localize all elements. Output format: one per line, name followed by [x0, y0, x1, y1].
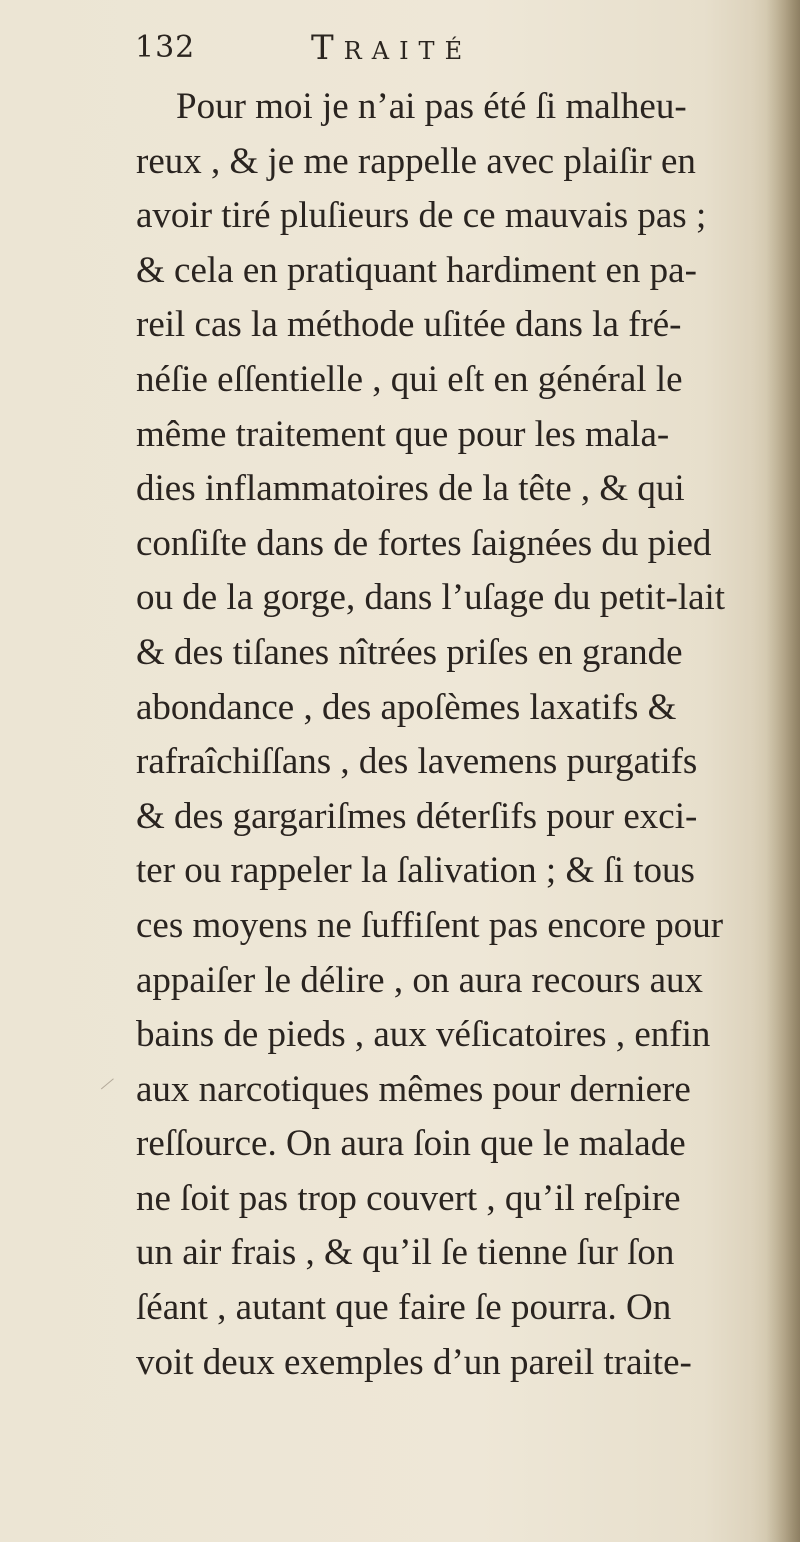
- text-line: ſéant , autant que faire ſe pourra. On: [136, 1287, 672, 1329]
- text-line: & des gargariſmes déterſifs pour exci-: [136, 795, 698, 837]
- text-line: & cela en pratiquant hardiment en pa-: [136, 249, 697, 291]
- text-line: néſie eſſentielle , qui eſt en général le: [136, 358, 683, 400]
- text-line: & des tiſanes nîtrées priſes en grande: [136, 631, 683, 673]
- text-line: ne ſoit pas trop couvert , qu’il reſpire: [136, 1177, 681, 1219]
- text-line: reſſource. On aura ſoin que le malade: [136, 1123, 686, 1165]
- text-line: ter ou rappeler la ſalivation ; & ſi tous: [136, 850, 695, 892]
- page-edge-shadow: [766, 0, 800, 1542]
- text-line: conſiſte dans de fortes ſaignées du pied: [136, 522, 712, 564]
- text-line: Pour moi je n’ai pas été ſi malheu-: [176, 86, 687, 127]
- text-line: abondance , des apoſèmes laxatifs &: [136, 686, 677, 728]
- text-line: rafraîchiſſans , des lavemens purgatifs: [136, 741, 698, 783]
- text-line: bains de pieds , aux véſicatoires , enfin: [136, 1014, 711, 1056]
- text-line: ou de la gorge, dans l’uſage du petit-lait: [136, 577, 726, 619]
- text-line: appaiſer le délire , on aura recours aux: [136, 959, 704, 1001]
- text-line: dies inflammatoires de la tête , & qui: [136, 468, 685, 510]
- text-line: reil cas la méthode uſitée dans la fré-: [136, 304, 682, 346]
- text-line: aux narcotiques mêmes pour derniere: [136, 1068, 691, 1110]
- text-line: voit deux exemples d’un pareil traite-: [136, 1341, 692, 1383]
- text-line: reux , & je me rappelle avec plaiſir en: [136, 140, 696, 182]
- text-line: avoir tiré pluſieurs de ce mauvais pas ;: [136, 195, 707, 237]
- text-line: ces moyens ne ſuffiſent pas encore pour: [136, 904, 724, 946]
- text-line: un air frais , & qu’il ſe tienne ſur ſon: [136, 1232, 675, 1274]
- text-line: même traitement que pour les mala-: [136, 413, 670, 455]
- page-header: [135, 28, 655, 74]
- margin-mark: [101, 1078, 124, 1101]
- running-head: Traité: [311, 28, 473, 68]
- page-number: 132: [135, 30, 196, 65]
- body-text: [136, 80, 726, 1390]
